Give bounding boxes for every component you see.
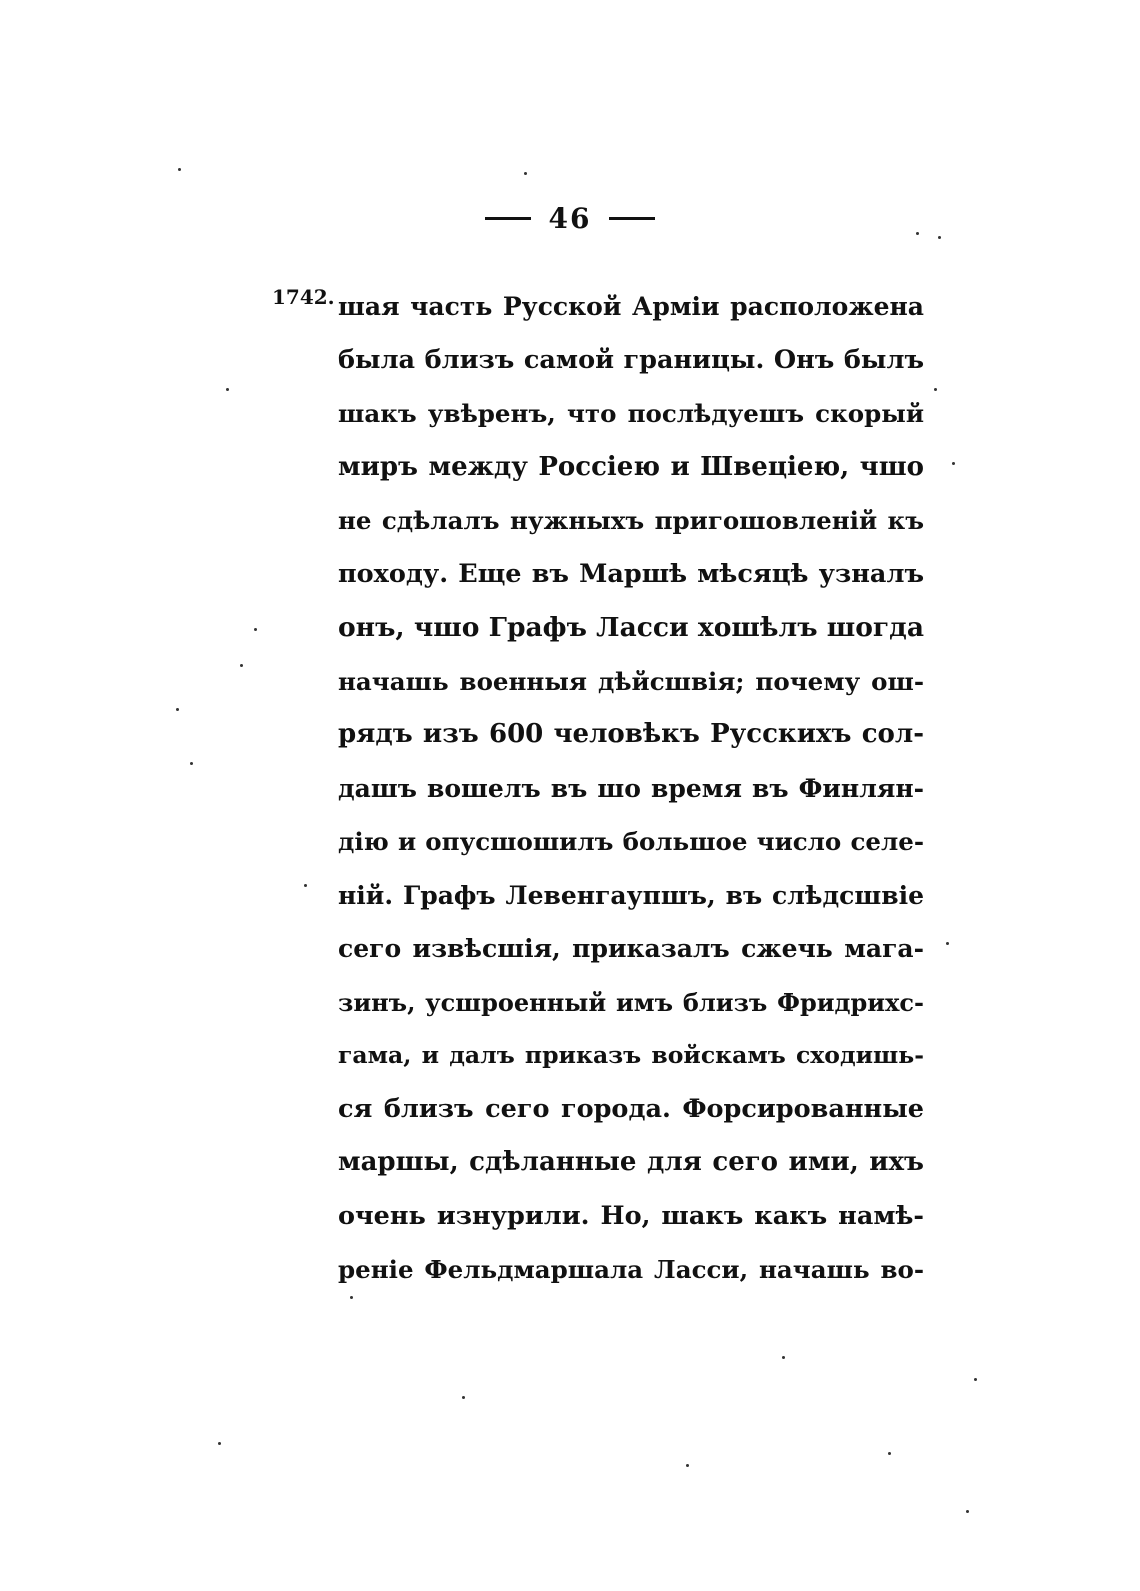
scan-speck (304, 884, 307, 887)
margin-year: 1742. (272, 285, 335, 309)
text-line: маршы, сдѣланные для сего ими, ихъ (338, 1147, 924, 1177)
scan-speck (176, 708, 179, 711)
scan-speck (178, 168, 181, 171)
scan-speck (462, 1396, 465, 1399)
scan-speck (686, 1464, 689, 1467)
text-line: дашъ вошелъ въ шо время въ Финлян- (338, 773, 924, 803)
text-line: ренiе Фельдмаршала Ласси, начашь во- (338, 1255, 924, 1284)
text-line: не сдѣлалъ нужныхъ пригошовленiй къ (338, 506, 924, 535)
scan-speck (782, 1356, 785, 1359)
text-line: шакъ увѣренъ, что послѣдуешъ скорый (338, 399, 924, 428)
text-line: сего извѣсшiя, приказалъ сжечь мага- (338, 934, 924, 963)
scan-speck (350, 1296, 353, 1299)
right-dash (609, 217, 655, 220)
text-line: гама, и далъ приказъ войскамъ сходишь- (338, 1041, 924, 1069)
text-line: очень изнурили. Но, шакъ какъ намѣ- (338, 1200, 924, 1231)
body-text (338, 280, 924, 1297)
text-line: нiй. Графъ Левенгаупшъ, въ слѣдсшвiе (338, 880, 924, 910)
scan-speck (934, 388, 937, 391)
text-line: рядъ изъ 600 человѣкъ Русскихъ сол- (338, 719, 924, 749)
page-number: 46 (548, 202, 592, 235)
scan-speck (946, 942, 949, 945)
text-line: онъ, чшо Графъ Ласси хошѣлъ шогда (338, 612, 924, 643)
text-line: дiю и опусшошилъ большое число селе- (338, 827, 924, 856)
scan-speck (218, 1442, 221, 1445)
scan-speck (524, 172, 527, 175)
text-line: зинъ, усшроенный имъ близъ Фридрихс- (338, 987, 924, 1017)
scan-speck (190, 762, 193, 765)
page-number-header (0, 200, 1140, 235)
scan-speck (888, 1452, 891, 1455)
scan-speck (240, 664, 243, 667)
text-line: шая часть Русской Армiи расположена (338, 292, 924, 321)
text-line: походу. Еще въ Маршѣ мѣсяцѣ узналъ (338, 558, 924, 589)
left-dash (485, 217, 531, 220)
text-line: миръ между Россiею и Швецiею, чшо (338, 451, 924, 482)
scan-speck (254, 628, 257, 631)
text-line: ся близъ сего города. Форсированные (338, 1093, 924, 1124)
text-line: начашь военныя дѣйсшвiя; почему ош- (338, 666, 924, 696)
text-line: была близъ самой границы. Онъ былъ (338, 344, 924, 375)
scan-speck (938, 236, 941, 239)
scan-speck (974, 1378, 977, 1381)
scan-speck (952, 462, 955, 465)
scan-speck (226, 388, 229, 391)
scan-speck (916, 232, 919, 235)
scan-speck (966, 1510, 969, 1513)
